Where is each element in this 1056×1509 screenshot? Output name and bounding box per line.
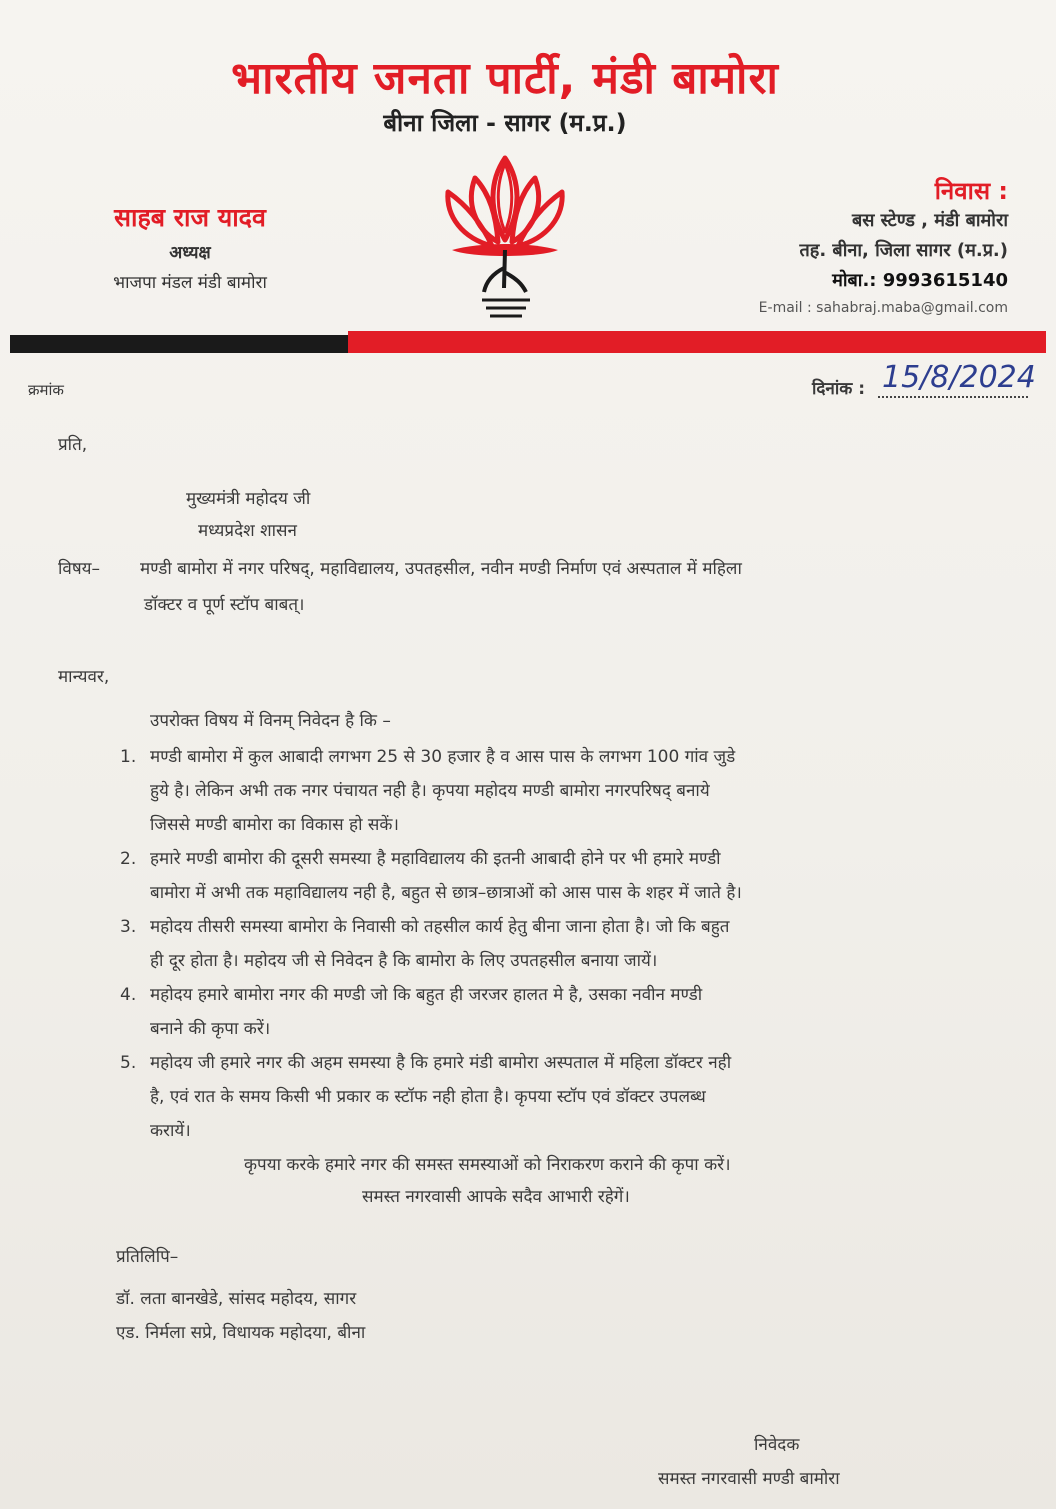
address-line-1: बस स्टेण्ड , मंडी बामोरा bbox=[851, 210, 1008, 231]
list-item-line: करायें। bbox=[150, 1121, 191, 1141]
list-item-number: 1. bbox=[120, 747, 137, 767]
sender-role: अध्यक्ष bbox=[169, 243, 211, 263]
list-item-line: हुये है। लेकिन अभी तक नगर पंचायत नही है। कृपया महोदय मण्डी बामोरा नगरपरिषद् बनाये bbox=[150, 781, 710, 801]
list-item-line: महोदय जी हमारे नगर की अहम समस्या है कि हमारे मंडी बामोरा अस्पताल में महिला डॉक्टर नही bbox=[150, 1053, 732, 1073]
list-item-line: महोदय हमारे बामोरा नगर की मण्डी जो कि बहुत ही जरजर हालत मे है, उसका नवीन मण्डी bbox=[150, 985, 703, 1005]
list-item bbox=[120, 978, 1000, 1048]
list-item bbox=[120, 842, 1000, 912]
list-item-line: महोदय तीसरी समस्या बामोरा के निवासी को तहसील कार्य हेतु बीना जाना होता है। जो कि बहुत bbox=[150, 917, 730, 937]
party-title: भारतीय जनता पार्टी, मंडी बामोरा bbox=[231, 53, 779, 104]
cc-item: डॉ. लता बानखेडे, सांसद महोदय, सागर bbox=[116, 1289, 357, 1309]
handwritten-date: 15/8/2024 bbox=[882, 360, 1036, 395]
list-item-line: है, एवं रात के समय किसी भी प्रकार क स्टॉफ नही होता है। कृपया स्टॉप एवं डॉक्टर उपलब्ध bbox=[150, 1087, 706, 1107]
list-item-line: ही दूर होता है। महोदय जी से निवेदन है कि बामोरा के लिए उपतहसील बनाया जायें। bbox=[150, 951, 658, 971]
list-item-line: जिससे मण्डी बामोरा का विकास हो सकें। bbox=[150, 815, 399, 835]
salutation: मान्यवर, bbox=[58, 667, 110, 687]
email-address: E-mail : sahabraj.maba@gmail.com bbox=[758, 300, 1008, 316]
list-item-line: बामोरा में अभी तक महाविद्यालय नही है, बहुत से छात्र–छात्राओं को आस पास के शहर में जाते है। bbox=[150, 883, 742, 903]
closing-line-2: समस्त नगरवासी आपके सदैव आभारी रहेगें। bbox=[362, 1187, 630, 1207]
residence-label: निवास : bbox=[934, 177, 1008, 205]
address-line-2: तह. बीना, जिला सागर (म.प्र.) bbox=[799, 240, 1008, 261]
party-subtitle: बीना जिला - सागर (म.प्र.) bbox=[383, 109, 627, 137]
subject-line-2: डॉक्टर व पूर्ण स्टॉप बाबत्। bbox=[144, 595, 305, 615]
list-item-number: 5. bbox=[120, 1053, 137, 1073]
to-label: प्रति, bbox=[58, 435, 88, 455]
signature-name: समस्त नगरवासी मण्डी बामोरा bbox=[658, 1469, 840, 1489]
cc-item: एड. निर्मला सप्रे, विधायक महोदया, बीना bbox=[116, 1323, 366, 1343]
letterhead-divider-black bbox=[10, 335, 348, 353]
closing-line-1: कृपया करके हमारे नगर की समस्त समस्याओं को निराकरण कराने की कृपा करें। bbox=[244, 1155, 731, 1175]
list-item-line: मण्डी बामोरा में कुल आबादी लगभग 25 से 30 हजार है व आस पास के लगभग 100 गांव जुडे bbox=[150, 747, 736, 767]
sender-name: साहब राज यादव bbox=[114, 203, 266, 232]
recipient-line-2: मध्यप्रदेश शासन bbox=[198, 521, 297, 541]
list-item bbox=[120, 740, 1000, 842]
cc-label: प्रतिलिपि– bbox=[116, 1247, 179, 1267]
subject-line-1: मण्डी बामोरा में नगर परिषद्, महाविद्यालय, उपतहसील, नवीन मण्डी निर्माण एवं अस्पताल में महिला bbox=[140, 559, 742, 579]
date-underline bbox=[878, 396, 1028, 398]
lotus-logo-icon bbox=[430, 150, 580, 325]
sender-org: भाजपा मंडल मंडी बामोरा bbox=[113, 273, 267, 293]
recipient-line-1: मुख्यमंत्री महोदय जी bbox=[186, 489, 311, 509]
subject-label: विषय– bbox=[58, 559, 101, 579]
list-item-number: 2. bbox=[120, 849, 137, 869]
date-label: दिनांक : bbox=[812, 379, 866, 399]
list-item-line: हमारे मण्डी बामोरा की दूसरी समस्या है महाविद्यालय की इतनी आबादी होने पर भी हमारे मण्डी bbox=[150, 849, 721, 869]
reference-label: क्रमांक bbox=[28, 381, 64, 399]
intro-line: उपरोक्त विषय में विनम् निवेदन है कि – bbox=[150, 711, 391, 731]
list-item bbox=[120, 910, 1000, 980]
list-item-line: बनाने की कृपा करें। bbox=[150, 1019, 271, 1039]
list-item bbox=[120, 1046, 1000, 1148]
mobile-number: मोबा.: 9993615140 bbox=[832, 270, 1008, 291]
list-item-number: 3. bbox=[120, 917, 137, 937]
list-item-number: 4. bbox=[120, 985, 137, 1005]
signature-label: निवेदक bbox=[754, 1435, 800, 1455]
letterhead-divider-red bbox=[348, 331, 1046, 353]
